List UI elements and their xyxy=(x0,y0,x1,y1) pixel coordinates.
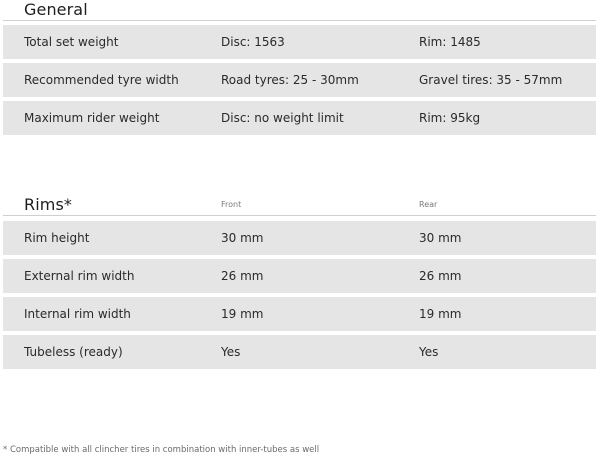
spec-value-rim: Rim: 1485 xyxy=(419,35,481,49)
spec-value-front: Yes xyxy=(221,345,241,359)
spec-value-rear: 30 mm xyxy=(419,231,462,245)
spec-row-internal-rim-width xyxy=(3,297,596,331)
rims-section-title: Rims* xyxy=(24,195,72,214)
spec-value-road: Road tyres: 25 - 30mm xyxy=(221,73,359,87)
spec-row-recommended-tyre-width xyxy=(3,63,596,97)
spec-value-rim: Rim: 95kg xyxy=(419,111,481,125)
spec-value-disc: Disc: 1563 xyxy=(221,35,285,49)
footnote: * Compatible with all clincher tires in combination with inner-tubes as well xyxy=(3,445,320,455)
spec-row-total-set-weight xyxy=(3,25,596,59)
spec-value-rear: 26 mm xyxy=(419,269,462,283)
spec-label: Total set weight xyxy=(24,34,119,49)
general-section-title: General xyxy=(24,0,88,19)
spec-row-tubeless-ready xyxy=(3,335,596,369)
spec-label: Rim height xyxy=(24,230,90,245)
spec-row-rim-height xyxy=(3,221,596,255)
spec-label: Internal rim width xyxy=(24,306,131,321)
spec-label: Maximum rider weight xyxy=(24,110,160,125)
rims-divider xyxy=(3,215,596,216)
spec-value-disc: Disc: no weight limit xyxy=(221,111,344,125)
spec-row-maximum-rider-weight xyxy=(3,101,596,135)
rear-column-header: Rear xyxy=(419,200,438,209)
spec-label: Recommended tyre width xyxy=(24,72,179,87)
general-divider xyxy=(3,20,596,21)
front-column-header: Front xyxy=(221,200,242,209)
spec-value-front: 26 mm xyxy=(221,269,264,283)
spec-value-rear: 19 mm xyxy=(419,307,462,321)
spec-value-front: 19 mm xyxy=(221,307,264,321)
spec-value-rear: Yes xyxy=(419,345,439,359)
spec-value-front: 30 mm xyxy=(221,231,264,245)
spec-label: External rim width xyxy=(24,268,135,283)
spec-row-external-rim-width xyxy=(3,259,596,293)
spec-value-gravel: Gravel tires: 35 - 57mm xyxy=(419,73,563,87)
spec-label: Tubeless (ready) xyxy=(24,344,123,359)
